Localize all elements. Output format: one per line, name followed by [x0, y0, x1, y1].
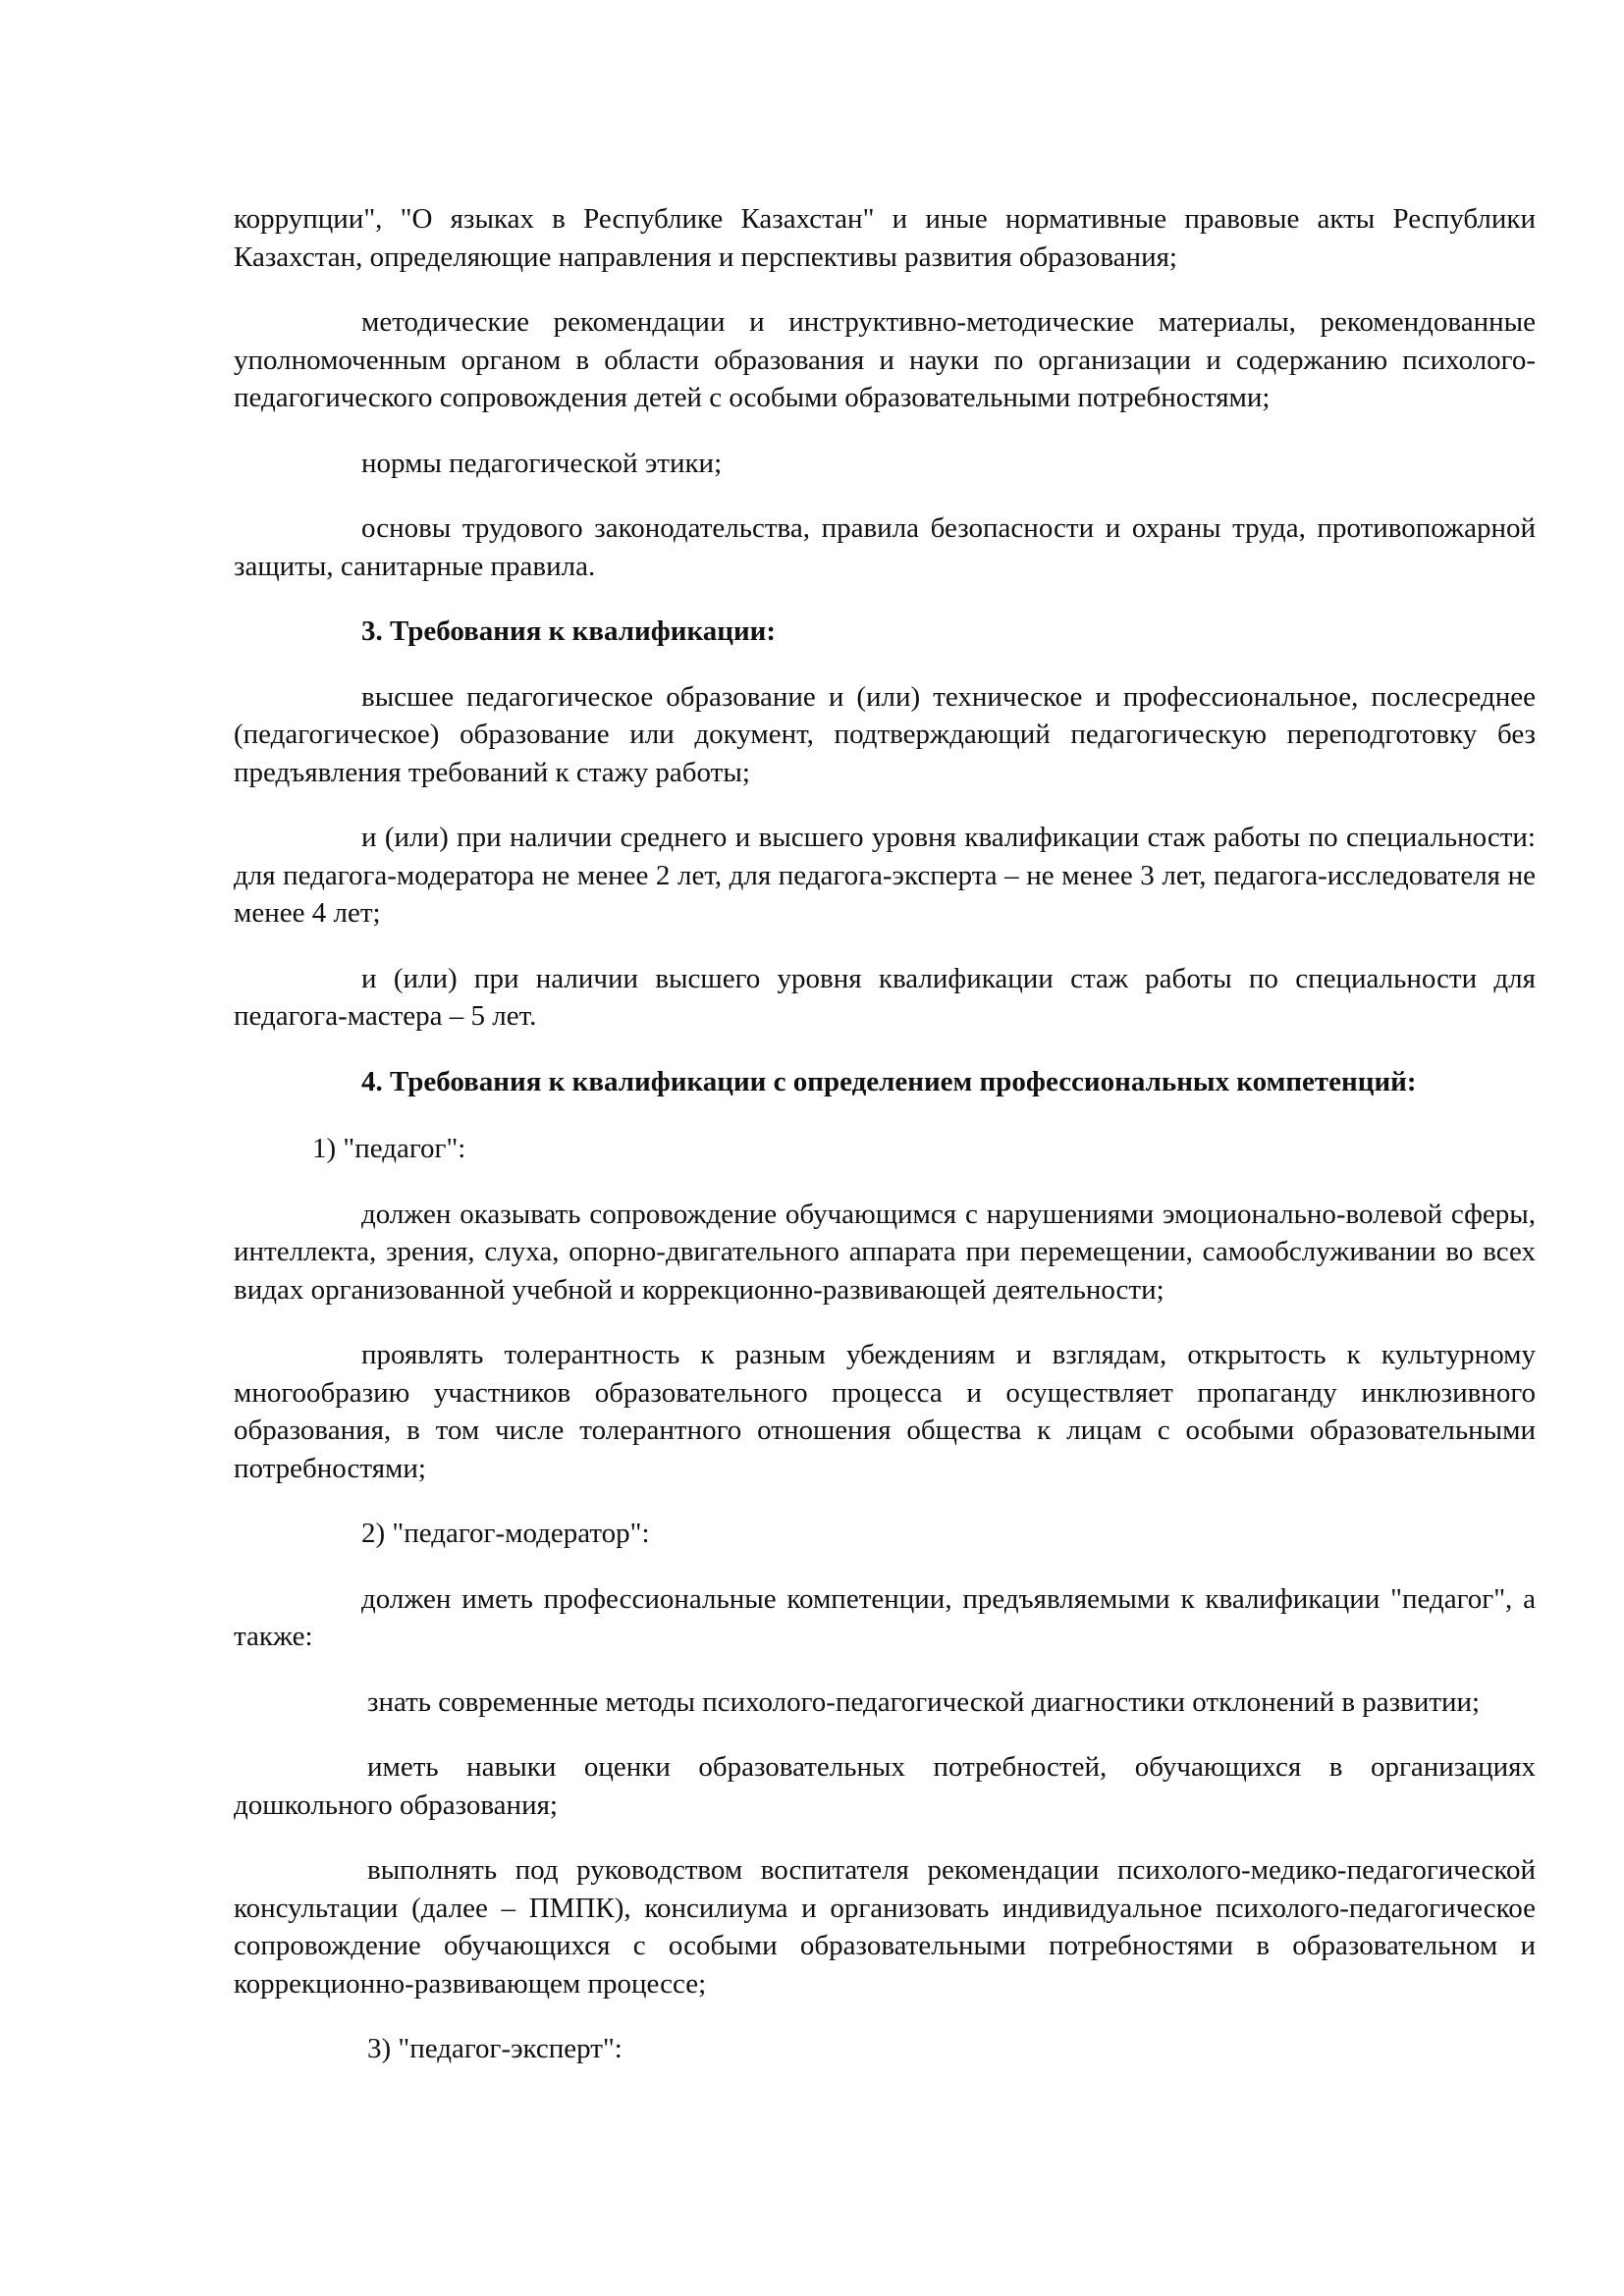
paragraph-labor-law-basics: основы трудового законодательства, правила безопасности и охраны труда, противопожарной защиты, санитарные правила. [234, 512, 1536, 582]
paragraph-moderator-competencies: должен иметь профессиональные компетенции, предъявляемыми к квалификации "педагог", а также: [234, 1582, 1536, 1652]
paragraph-moderator-pmpk: выполнять под руководством воспитателя рекомендации психолого-медико-педагогической консультации (далее – ПМПК), консилиума и организовать индивидуальное психолого-педагогическое сопровождение обучающихся с особыми образовательными потребностями в образовательном и коррекционно-развивающем процессе; [234, 1854, 1536, 2000]
heading-qualification-requirements: 3. Требования к квалификации: [361, 615, 777, 647]
document-page [234, 200, 1536, 2096]
item-expert-heading: 3) "педагог-эксперт": [367, 2033, 623, 2064]
paragraph-moderator-assessment: иметь навыки оценки образовательных потребностей, обучающихся в организациях дошкольного образования; [234, 1751, 1536, 1821]
paragraph-pedagog-support: должен оказывать сопровождение обучающимся с нарушениями эмоционально-волевой сферы, интеллекта, зрения, слуха, опорно-двигательного аппарата при перемещении, самообслуживании во всех видах организованной учебной и коррекционно-развивающей деятельности; [234, 1198, 1536, 1306]
paragraph-laws-list-end: коррупции", "О языках в Республике Казахстан" и иные нормативные правовые акты Республики Казахстан, определяющие направления и перспективы развития образования; [234, 203, 1536, 273]
paragraph-pedagogical-ethics: нормы педагогической этики; [361, 447, 723, 479]
paragraph-work-experience-levels: и (или) при наличии среднего и высшего уровня квалификации стаж работы по специальности: для педагога-модератора не менее 2 лет, для педагога-эксперта – не менее 3 лет, педагога-исследователя не менее 4 лет; [234, 822, 1536, 929]
paragraph-higher-education: высшее педагогическое образование и (или) техническое и профессиональное, послесреднее (педагогическое) образование или документ, подтверждающий педагогическую переподготовку без предъявления требований к стажу работы; [234, 680, 1536, 788]
heading-competencies: 4. Требования к квалификации с определением профессиональных компетенций: [361, 1065, 1417, 1097]
paragraph-master-experience: и (или) при наличии высшего уровня квалификации стаж работы по специальности для педагога-мастера – 5 лет. [234, 962, 1536, 1032]
item-moderator-heading: 2) "педагог-модератор": [361, 1518, 650, 1549]
paragraph-moderator-diagnostics: знать современные методы психолого-педагогической диагностики отклонений в развитии; [367, 1685, 1481, 1718]
item-pedagog-heading: 1) "педагог": [312, 1133, 466, 1164]
paragraph-methodical-recommendations: методические рекомендации и инструктивно-методические материалы, рекомендованные уполномоченным органом в области образования и науки по организации и содержанию психолого-педагогического сопровождения детей с особыми образовательными потребностями; [234, 306, 1536, 413]
paragraph-pedagog-tolerance: проявлять толерантность к разным убеждениям и взглядам, открытость к культурному многообразию участников образовательного процесса и осуществляет пропаганду инклюзивного образования, в том числе толерантного отношения общества к лицам с особыми образовательными потребностями; [234, 1339, 1536, 1484]
